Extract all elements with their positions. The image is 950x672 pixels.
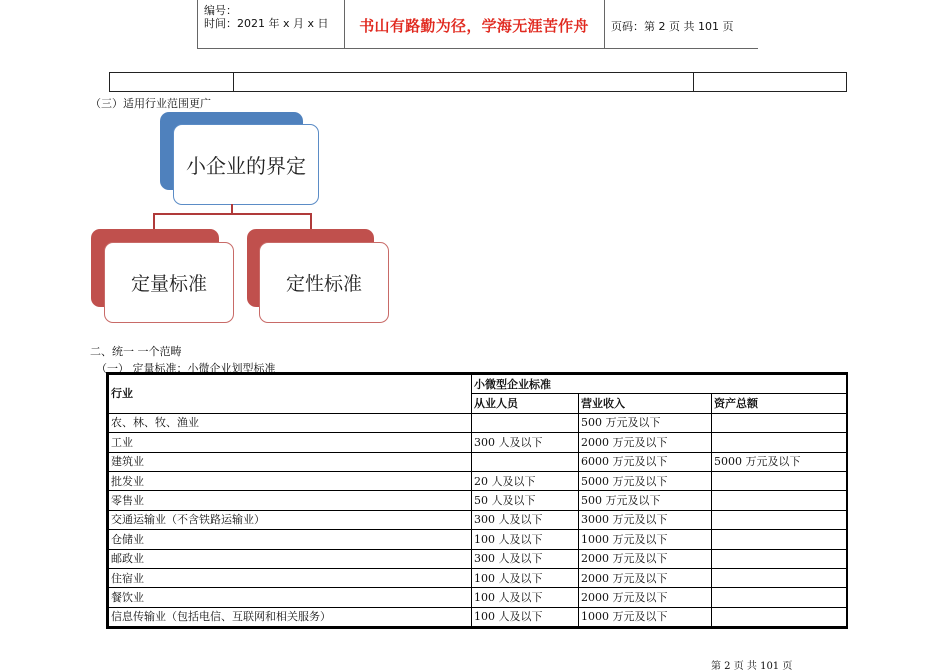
revenue-cell: 500 万元及以下 bbox=[579, 413, 712, 432]
table-row bbox=[109, 568, 847, 587]
industry-header: 行业 bbox=[109, 375, 472, 414]
assets-cell bbox=[712, 510, 847, 529]
top-box bbox=[173, 124, 319, 205]
employees-cell: 100 人及以下 bbox=[472, 588, 579, 607]
table-row bbox=[109, 607, 847, 626]
connector-line bbox=[153, 213, 155, 229]
assets-cell bbox=[712, 588, 847, 607]
col-header-assets: 资产总额 bbox=[712, 394, 847, 413]
revenue-cell: 3000 万元及以下 bbox=[579, 510, 712, 529]
col-header-revenue: 营业收入 bbox=[579, 394, 712, 413]
assets-cell: 5000 万元及以下 bbox=[712, 452, 847, 471]
table-row bbox=[109, 549, 847, 568]
table-row bbox=[109, 510, 847, 529]
revenue-cell: 2000 万元及以下 bbox=[579, 568, 712, 587]
left-box bbox=[104, 242, 234, 323]
table-header-row bbox=[109, 375, 847, 394]
connector-line bbox=[310, 213, 312, 229]
time-label: 时间：2021 年 x 月 x 日 bbox=[204, 17, 329, 30]
industry-cell: 零售业 bbox=[109, 491, 472, 510]
revenue-cell: 1000 万元及以下 bbox=[579, 530, 712, 549]
employees-cell: 300 人及以下 bbox=[472, 510, 579, 529]
employees-cell: 100 人及以下 bbox=[472, 530, 579, 549]
industry-cell: 工业 bbox=[109, 433, 472, 452]
strip-divider bbox=[233, 73, 234, 91]
table-row bbox=[109, 433, 847, 452]
industry-cell: 住宿业 bbox=[109, 568, 472, 587]
assets-cell bbox=[712, 471, 847, 490]
right-box-label: 定性标准 bbox=[285, 273, 362, 295]
page-info: 页码：第 2 页 共 101 页 bbox=[611, 20, 734, 33]
employees-cell bbox=[472, 413, 579, 432]
strip-divider bbox=[693, 73, 694, 91]
revenue-cell: 6000 万元及以下 bbox=[579, 452, 712, 471]
assets-cell bbox=[712, 433, 847, 452]
revenue-cell: 5000 万元及以下 bbox=[579, 471, 712, 490]
industry-cell: 农、林、牧、渔业 bbox=[109, 413, 472, 432]
serial-label: 编号： bbox=[204, 4, 237, 17]
revenue-cell: 2000 万元及以下 bbox=[579, 549, 712, 568]
employees-cell bbox=[472, 452, 579, 471]
col-header-employees: 从业人员 bbox=[472, 394, 579, 413]
connector-line bbox=[153, 213, 311, 215]
employees-cell: 50 人及以下 bbox=[472, 491, 579, 510]
document-header bbox=[197, 0, 758, 49]
industry-cell: 信息传输业（包括电信、互联网和相关服务） bbox=[109, 607, 472, 626]
assets-cell bbox=[712, 413, 847, 432]
left-box-label: 定量标准 bbox=[130, 273, 207, 295]
employees-cell: 300 人及以下 bbox=[472, 433, 579, 452]
table-row bbox=[109, 491, 847, 510]
right-box bbox=[259, 242, 389, 323]
industry-cell: 邮政业 bbox=[109, 549, 472, 568]
table-row bbox=[109, 452, 847, 471]
top-box-label: 小企业的界定 bbox=[186, 154, 306, 178]
group-header: 小微型企业标准 bbox=[472, 375, 847, 394]
assets-cell bbox=[712, 491, 847, 510]
industry-cell: 仓储业 bbox=[109, 530, 472, 549]
header-meta-cell bbox=[198, 0, 345, 48]
small-enterprise-standard-table bbox=[108, 374, 847, 627]
revenue-cell: 2000 万元及以下 bbox=[579, 588, 712, 607]
table-row bbox=[109, 588, 847, 607]
industry-cell: 交通运输业（不含铁路运输业） bbox=[109, 510, 472, 529]
employees-cell: 20 人及以下 bbox=[472, 471, 579, 490]
industry-cell: 餐饮业 bbox=[109, 588, 472, 607]
industry-cell: 建筑业 bbox=[109, 452, 472, 471]
subsection-title-1: （一） 定量标准：小微企业划型标准 bbox=[96, 362, 276, 375]
empty-table-strip bbox=[109, 72, 847, 92]
assets-cell bbox=[712, 568, 847, 587]
revenue-cell: 1000 万元及以下 bbox=[579, 607, 712, 626]
employees-cell: 300 人及以下 bbox=[472, 549, 579, 568]
section-title-2: 二、统一 一个范畴 bbox=[90, 345, 182, 358]
assets-cell bbox=[712, 530, 847, 549]
header-slogan: 书山有路勤为径，学海无涯苦作舟 bbox=[359, 17, 589, 35]
revenue-cell: 500 万元及以下 bbox=[579, 491, 712, 510]
assets-cell bbox=[712, 607, 847, 626]
page-footer: 第 2 页 共 101 页 bbox=[711, 661, 793, 672]
header-page-cell bbox=[604, 0, 759, 48]
assets-cell bbox=[712, 549, 847, 568]
table-row bbox=[109, 530, 847, 549]
employees-cell: 100 人及以下 bbox=[472, 568, 579, 587]
table-row bbox=[109, 471, 847, 490]
industry-cell: 批发业 bbox=[109, 471, 472, 490]
revenue-cell: 2000 万元及以下 bbox=[579, 433, 712, 452]
table-row bbox=[109, 413, 847, 432]
section-title-3: （三）适用行业范围更广 bbox=[90, 97, 211, 110]
employees-cell: 100 人及以下 bbox=[472, 607, 579, 626]
